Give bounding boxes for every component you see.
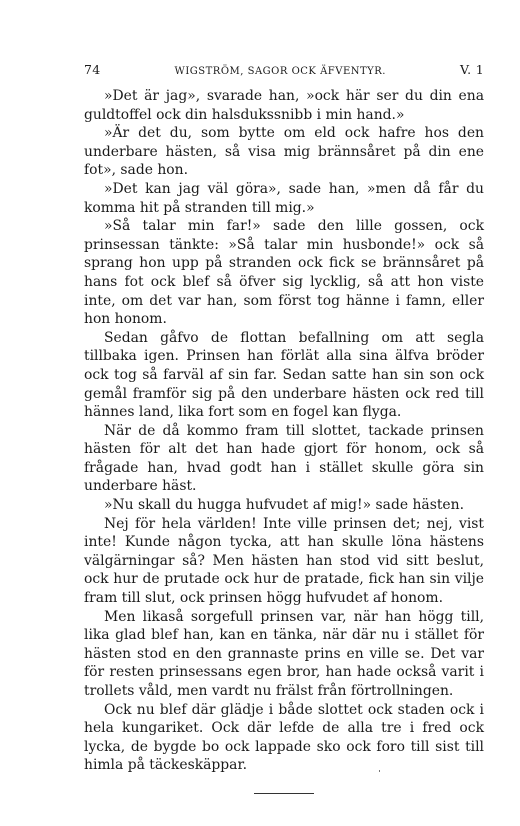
page-number: 74 [84,62,101,77]
page-header [84,62,484,77]
paragraph: »Så talar min far!» sade den lille gossen, ock prinsessan tänkte: »Så talar min husbonde!» ock så sprang hon upp på stranden ock fick se brännsåret på hans fot ock blef så öfver sig lycklig, så att hon viste inte, om det var han, som först tog hänne i famn, eller hon honom. [84,218,484,328]
paragraph: När de då kommo fram till slottet, tackade prinsen hästen för alt det han hade gjort för honom, ock så frågade han, hvad godt han i stället skulle göra sin underbare häst. [84,422,484,495]
paragraph: »Är det du, som bytte om eld ock hafre hos den underbare hästen, så visa mig brännsåret på din ene fot», sade hon. [84,125,484,179]
paragraph: »Det är jag», svarade han, »ock här ser du din ena guldtoffel ock din halsdukssnibb i min hand.» [84,88,484,123]
print-speck [379,770,380,772]
paragraph: Men likaså sorgefull prinsen var, när han högg till, lika glad blef han, kan en tänka, när där nu i stället för hästen stod en den grannaste prins en ville se. Det var för resten prinsessans egen bror, han hade också varit i trollets våld, men vardt nu frälst från förtrollningen. [84,608,484,699]
paragraph: Ock nu blef där glädje i både slottet ock staden ock i hela kungariket. Ock där lefde de alla tre i fred ock lycka, de bygde bo ock lappade sko ock foro till sist till himla på täckeskäppar. [84,701,484,774]
volume-marker: V. 1 [460,62,484,77]
story-text [84,87,484,775]
running-title: WIGSTRÖM, SAGOR OCK ÄFVENTYR. [174,66,386,77]
end-rule [254,793,314,794]
paragraph: Nej för hela världen! Inte ville prinsen det; nej, vist inte! Kunde någon tycka, att han skulle löna hästens välgärningar så? Men hästen han stod vid sitt beslut, ock hur de prutade ock hur de pratade, fick han sin vilje fram till slut, ock prinsen högg hufvudet af honom. [84,515,484,607]
paragraph: »Nu skall du hugga hufvudet af mig!» sade hästen. [104,497,465,514]
book-page [84,62,484,794]
paragraph: Sedan gåfvo de flottan befallning om att segla tillbaka igen. Prinsen han förlät alla sina älfva bröder ock tog så farväl af sin far. Sedan satte han sin son ock gemål framför sig på den underbare hästen ock red till hännes land, lika fort som en fogel kan flyga. [84,329,484,421]
paragraph: »Det kan jag väl göra», sade han, »men då får du komma hit på stranden till mig.» [84,180,484,216]
